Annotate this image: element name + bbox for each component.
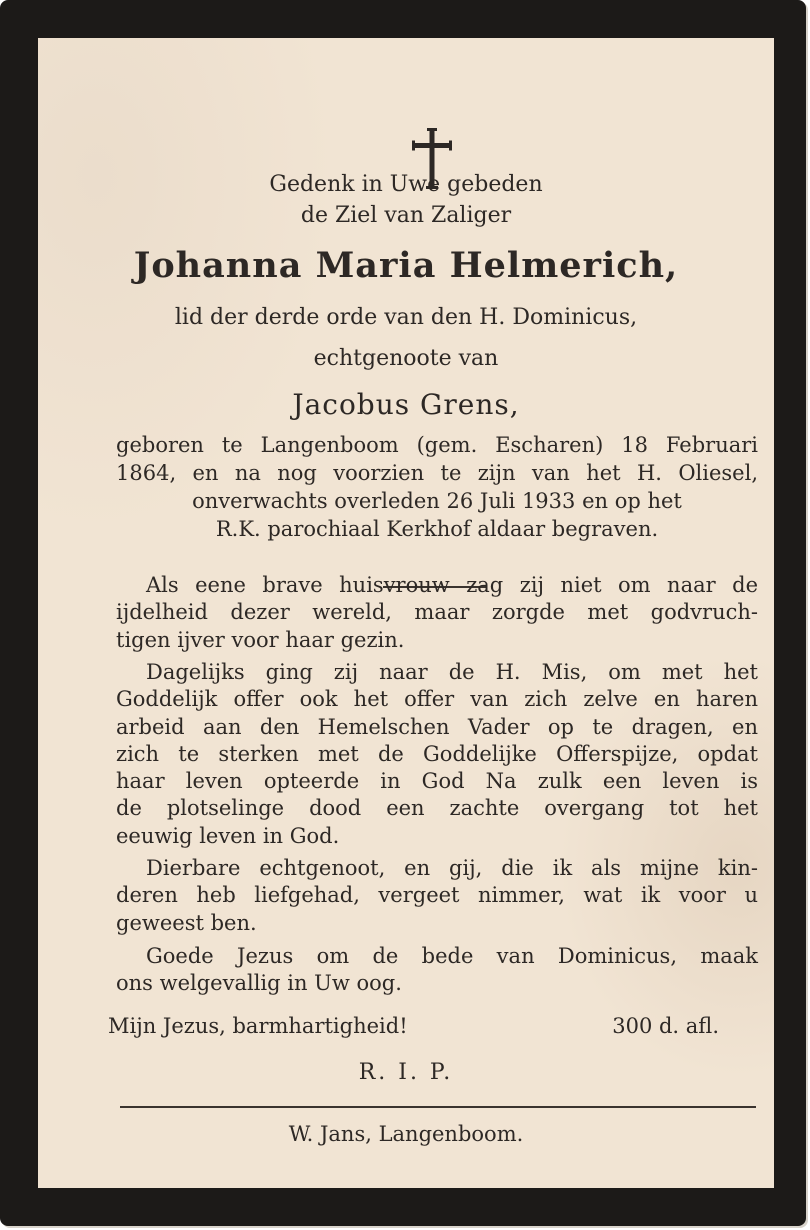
paragraph-line: geweest ben. xyxy=(116,910,257,935)
rip-inscription: R. I. P. xyxy=(358,1060,454,1085)
paragraph-line: haar leven opteerde in God Na zulk een leven is xyxy=(116,769,758,794)
intro-line-2: de Ziel van Zaliger xyxy=(300,203,512,228)
paragraph-housewife xyxy=(116,572,758,654)
paragraph-line: Dagelijks ging zij naar de H. Mis, om met het xyxy=(146,660,758,684)
paragraph-line: zich te sterken met de Goddelijke Offerspijze, opdat xyxy=(116,741,758,766)
paragraph-line: ons welgevallig in Uw oog. xyxy=(116,971,402,996)
memorial-card xyxy=(38,38,774,1188)
paragraph-line: ijdelheid dezer wereld, maar zorgde met godvruch- xyxy=(116,600,758,625)
paragraph-line: Goede Jezus om de bede van Dominicus, maak xyxy=(146,944,758,968)
bio-line: 1864, en na nog voorzien te zijn van het H. Oliesel, xyxy=(116,461,758,485)
paragraph-prayer xyxy=(116,943,758,998)
bio-line: onverwachts overleden 26 Juli 1933 en op het xyxy=(192,489,682,513)
closing-prayer: Mijn Jezus, barmhartigheid! xyxy=(108,1014,408,1038)
intro-line-1: Gedenk in Uwe gebeden xyxy=(269,172,543,197)
spouse-name: Jacobus Grens, xyxy=(292,388,520,421)
spouse-intro: echtgenoote van xyxy=(313,346,499,371)
paragraph-line: arbeid aan den Hemelschen Vader op te dragen, en xyxy=(116,714,758,739)
paragraph-line: de plotselinge dood een zachte overgang tot het xyxy=(116,796,758,821)
paragraph-line: Als eene brave huisvrouw zag zij niet om naar de xyxy=(146,573,758,597)
indulgence-note: 300 d. afl. xyxy=(612,1014,719,1038)
deceased-name: Johanna Maria Helmerich, xyxy=(133,245,679,286)
divider xyxy=(120,1106,756,1108)
paragraph-line: eeuwig leven in God. xyxy=(116,823,340,848)
paragraph-farewell xyxy=(116,855,758,937)
paragraph-line: deren heb liefgehad, vergeet nimmer, wat ik voor u xyxy=(116,883,758,908)
paragraph-mass xyxy=(116,659,758,850)
paragraph-line: Dierbare echtgenoot, en gij, die ik als mijne kin- xyxy=(146,856,758,880)
paragraph-line: Goddelijk offer ook het offer van zich zelve en haren xyxy=(116,687,758,712)
printer-credit: W. Jans, Langenboom. xyxy=(288,1122,524,1146)
order-membership: lid der derde orde van den H. Dominicus, xyxy=(174,305,638,330)
bio-line: R.K. parochiaal Kerkhof aldaar begraven. xyxy=(215,517,659,541)
bio-line: geboren te Langenboom (gem. Escharen) 18 Februari xyxy=(116,433,758,457)
paragraph-line: tigen ijver voor haar gezin. xyxy=(116,627,405,652)
